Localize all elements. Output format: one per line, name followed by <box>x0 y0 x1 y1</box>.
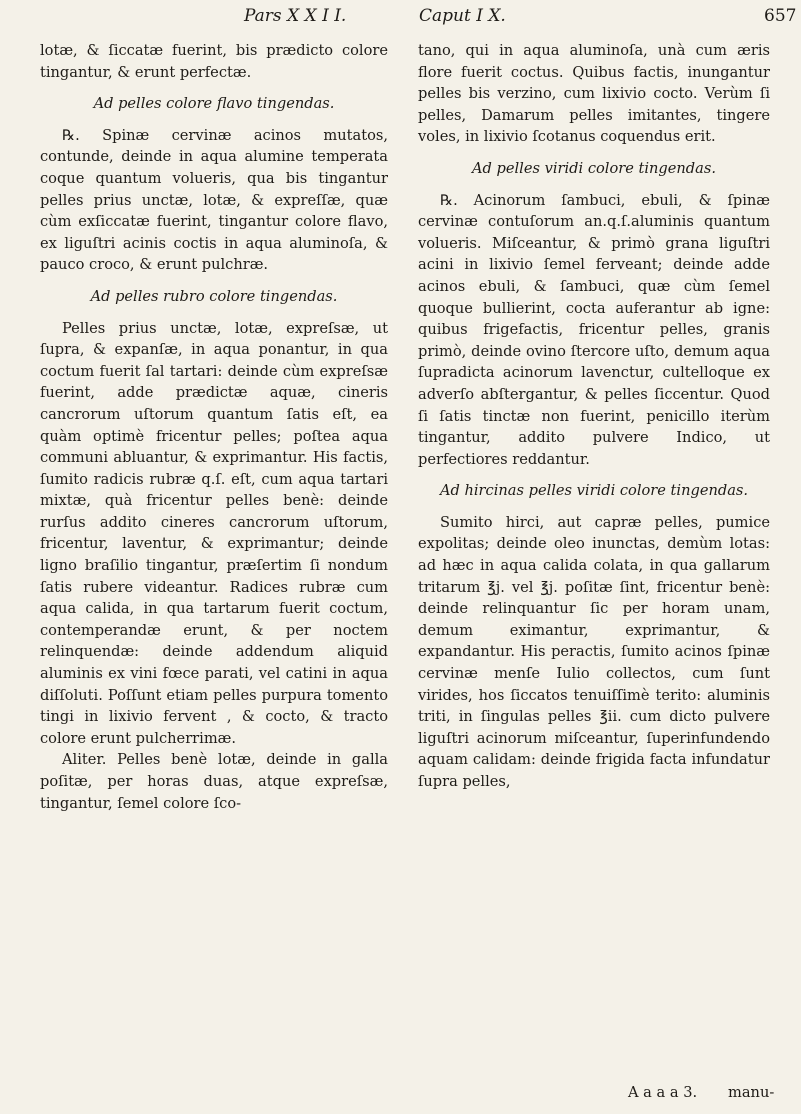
right-column <box>418 40 770 793</box>
paragraph: tano, qui in aqua aluminoſa, unà cum æris flore fuerit coctus. Quibus factis, inungantur pelles bis verzino, cum lixivio cocto. Verùm ſi pelles, Damarum pelles imitantes, tingere voles, in lixivio ſcotanus coquendus erit. <box>418 42 770 146</box>
paragraph: lotæ, & ſiccatæ fuerint, bis prædicto colore tingantur, & erunt perfectæ. <box>40 42 388 81</box>
section-heading: Ad hircinas pelles viridi colore tingendas. <box>439 482 749 500</box>
paragraph: ℞. Acinorum ſambuci, ebuli, & ſpinæ cervinæ contuſorum an.q.ſ.aluminis quantum volueris. Miſceantur, & primò grana liguſtri acini in lixivio ſemel ferveant; deinde adde acinos ebuli, & ſambuci, quæ cùm ſemel quoque bullierint, cocta auferantur ab igne: quibus frigefactis, fricentur pelles, granis primò, deinde ovino ſtercore uſto, demum aqua ſupradicta acinorum lavenctur, cultelloque ex adverſo abſtergantur, & pelles ſiccentur. Quod ſi ſatis tinctæ non fuerint, penicillo iterùm tingantur, addito pulvere Indico, ut perfectiores reddantur. <box>418 191 770 468</box>
section-heading: Ad pelles viridi colore tingendas. <box>472 159 716 177</box>
paragraph: Aliter. Pelles benè lotæ, deinde in galla poſitæ, per horas duas, atque expreſsæ, tingantur, ſemel colore ſco- <box>40 751 388 812</box>
paragraph: Pelles prius unctæ, lotæ, expreſsæ, ut ſupra, & expanſæ, in aqua ponantur, in qua coctum fuerit ſal tartari: deinde cùm expreſsæ fuerint, adde prædictæ aquæ, cineris cancrorum uſtorum quantum ſatis eſt, ea quàm optimè fricentur pelles; poſtea aqua communi abluantur, & exprimantur. His factis, ſumito radicis rubræ q.ſ. eſt, cum aqua tartari mixtæ, quà fricentur pelles benè: deinde rurſus addito cineres cancrorum uſtorum, fricentur, laventur, & exprimantur; deinde ligno braſilio tingantur, præſertim ſi nondum ſatis rubere videantur. Radices rubræ cum aqua calida, in qua tartarum fuerit coctum, contemperandæ erunt, & per noctem relinquendæ: deinde addendum aliquid aluminis ex vini fœce parati, vel catini in aqua diſſoluti. Poſſunt etiam pelles purpura tomento tingi in lixivio fervent , & cocto, & tracto colore erunt pulcherrimæ. <box>40 319 388 747</box>
paragraph: ℞. Spinæ cervinæ acinos mutatos, contunde, deinde in aqua alumine temperata coque quantum volueris, qua bis tingantur pelles prius unctæ, lotæ, & expreſſæ, quæ cùm exſiccatæ fuerint, tingantur colore flavo, ex liguſtri acinis coctis in aqua aluminoſa, & pauco croco, & erunt pulchræ. <box>40 126 388 274</box>
section-heading: Ad pelles colore flavo tingendas. <box>93 95 335 113</box>
running-head-center: Caput I X. <box>419 6 506 26</box>
paragraph: Sumito hirci, aut capræ pelles, pumice expolitas; deinde oleo inunctas, demùm lotas: ad hæc in aqua calida colata, in qua gallarum tritarum ℥j. vel ℥j. poſitæ ſint, fricentur benè: deinde relinquantur ſic per horam unam, demum eximantur, exprimantur, & expandantur. His peractis, ſumito acinos ſpinæ cervinæ menſe Iulio collectos, cum ſunt virides, hos ſiccatos tenuiſſimè terito: aluminis triti, in ſingulas pelles ℥ii. cum dicto pulvere liguſtri acinorum miſceantur, ſuperinfundendo aquam calidam: deinde frigida facta infundatur ſupra pelles, <box>418 513 770 790</box>
signature-mark: A a a a 3. <box>628 1084 698 1101</box>
section-heading: Ad pelles rubro colore tingendas. <box>90 287 338 305</box>
left-column <box>40 40 388 814</box>
page-number: 657 <box>764 6 797 26</box>
running-head-left: Pars X X I I. <box>244 6 347 26</box>
catchword: manu- <box>728 1084 775 1101</box>
